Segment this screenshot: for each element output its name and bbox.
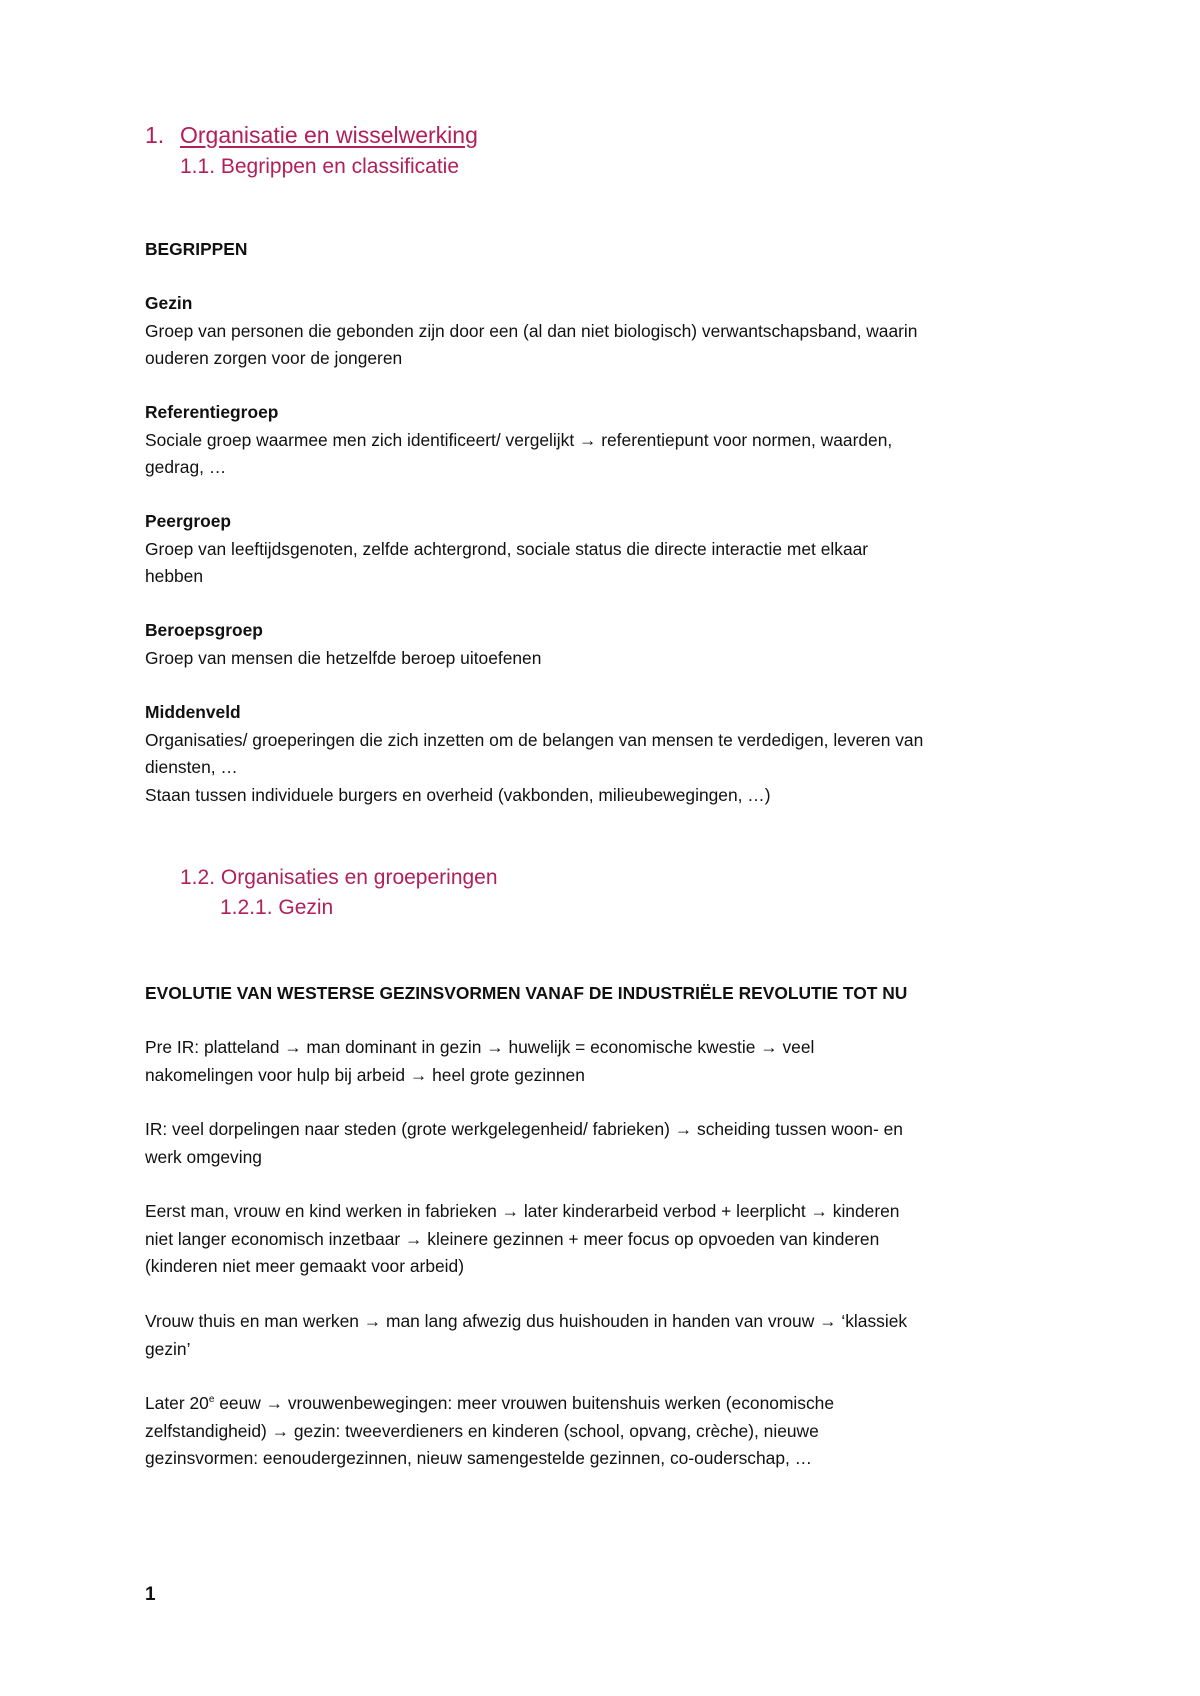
heading-1-title: Organisatie en wisselwerking bbox=[180, 122, 478, 148]
heading-2-begrippen: 1.1. Begrippen en classificatie bbox=[180, 155, 459, 178]
page-number: 1 bbox=[145, 1584, 156, 1605]
paragraph-text: Later 20 bbox=[145, 1393, 209, 1413]
paragraph bbox=[145, 1308, 1065, 1363]
paragraph-line: werk omgeving bbox=[145, 1146, 262, 1167]
term-line: Groep van mensen die hetzelfde beroep uitoefenen bbox=[145, 647, 542, 668]
superscript: e bbox=[208, 1394, 215, 1406]
paragraph-line: nakomelingen voor hulp bij arbeid → heel grote gezinnen bbox=[145, 1064, 585, 1085]
paragraph bbox=[145, 1390, 1065, 1473]
paragraph-line: Pre IR: platteland → man dominant in gezin → huwelijk = economische kwestie → veel bbox=[145, 1037, 815, 1057]
heading-3-gezin: 1.2.1. Gezin bbox=[220, 896, 334, 919]
term-title: Middenveld bbox=[145, 702, 241, 722]
term-line: Organisaties/ groeperingen die zich inzetten om de belangen van mensen te verdedigen, leveren van bbox=[145, 729, 924, 750]
term-line: diensten, … bbox=[145, 757, 238, 777]
term-block bbox=[145, 617, 1065, 672]
section-title-evolutie: EVOLUTIE VAN WESTERSE GEZINSVORMEN VANAF DE INDUSTRIËLE REVOLUTIE TOT NU bbox=[145, 983, 908, 1003]
paragraph-text: eeuw → vrouwenbewegingen: meer vrouwen buitenshuis werken (economische bbox=[214, 1393, 835, 1413]
term-block bbox=[145, 399, 1065, 482]
term-line: Groep van leeftijdsgenoten, zelfde achtergrond, sociale status die directe interactie met elkaar bbox=[145, 538, 869, 559]
paragraph-line: gezinsvormen: eenoudergezinnen, nieuw samengestelde gezinnen, co-ouderschap, … bbox=[145, 1448, 813, 1468]
term-line: ouderen zorgen voor de jongeren bbox=[145, 348, 403, 368]
term-title: Beroepsgroep bbox=[145, 620, 263, 640]
term-block bbox=[145, 699, 1065, 809]
heading-2-organisaties: 1.2. Organisaties en groeperingen bbox=[180, 866, 498, 889]
paragraph-line: gezin’ bbox=[145, 1338, 191, 1359]
term-line: Groep van personen die gebonden zijn door een (al dan niet biologisch) verwantschapsband, waarin bbox=[145, 320, 918, 341]
term-line: Staan tussen individuele burgers en overheid (vakbonden, milieubewegingen, …) bbox=[145, 784, 771, 805]
heading-1 bbox=[145, 122, 478, 149]
paragraph-line: niet langer economisch inzetbaar → kleinere gezinnen + meer focus op opvoeden van kinderen bbox=[145, 1228, 880, 1249]
term-title: Referentiegroep bbox=[145, 402, 279, 422]
term-block bbox=[145, 508, 1065, 591]
paragraph bbox=[145, 1198, 1065, 1281]
paragraph bbox=[145, 1116, 1065, 1171]
term-title: Peergroep bbox=[145, 511, 232, 531]
paragraph-line: (kinderen niet meer gemaakt voor arbeid) bbox=[145, 1256, 464, 1276]
paragraph-line: Eerst man, vrouw en kind werken in fabrieken → later kinderarbeid verbod + leerplicht → kinderen bbox=[145, 1201, 900, 1221]
section-title-begrippen: BEGRIPPEN bbox=[145, 239, 248, 259]
paragraph-line: Vrouw thuis en man werken → man lang afwezig dus huishouden in handen van vrouw → ‘klassiek bbox=[145, 1311, 908, 1331]
term-title: Gezin bbox=[145, 293, 193, 313]
term-line: hebben bbox=[145, 566, 204, 586]
paragraph-line bbox=[145, 1390, 1065, 1418]
paragraph-line: IR: veel dorpelingen naar steden (grote werkgelegenheid/ fabrieken) → scheiding tussen woon- en bbox=[145, 1119, 903, 1139]
paragraph bbox=[145, 1034, 1065, 1089]
term-block bbox=[145, 290, 1065, 373]
term-line: gedrag, … bbox=[145, 457, 227, 477]
term-line: Sociale groep waarmee men zich identificeert/ vergelijkt → referentiepunt voor normen, waarden, bbox=[145, 429, 893, 450]
paragraph-line: zelfstandigheid) → gezin: tweeverdieners en kinderen (school, opvang, crèche), nieuwe bbox=[145, 1420, 819, 1441]
heading-1-number: 1. bbox=[145, 122, 165, 148]
